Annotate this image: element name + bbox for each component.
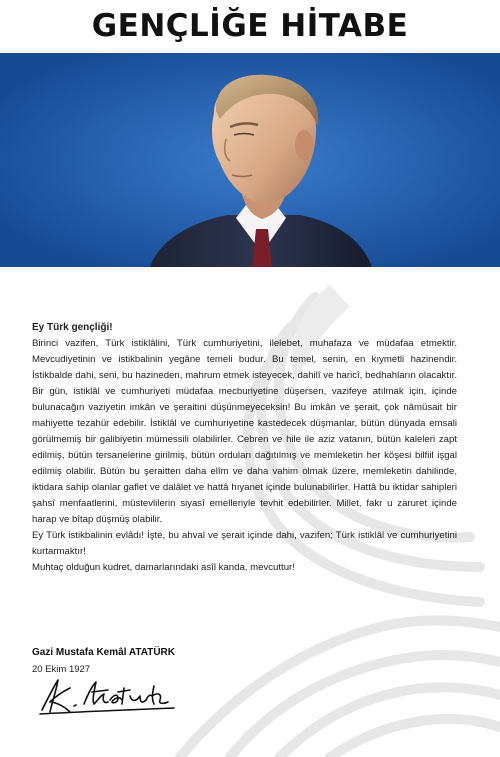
speech-date: 20 Ekim 1927 <box>32 664 91 675</box>
page-title: GENÇLİĞE HİTABE <box>91 8 409 44</box>
speech-paragraph-1: Birinci vazifen, Türk istiklâlini, Türk cumhuriyetini, ilelebet, muhafaza ve müdafaa etmektir. Mevcudiyetinin ve istikbalinin yegâne temeli budur. Bu temel, senin, en kıymetli hazinendir. İstikbalde dahi, seni, bu hazineden, mahrum etmek isteyecek, dahilî ve haricî, bedhahların olacaktır. Bir gün, istiklâl ve cumhuriyeti müdafaa mecburiyetine düşersen, vazifeye atılmak için, içinde bulunacağın vaziyetin imkân ve şeraitini düşünmeyeceksin! Bu imkân ve şerait, çok nâmüsait bir mahiyette tezahür edebilir. İstiklâl ve cumhuriyetine kastedecek düşmanlar, bütün dünyada emsali görülmemiş bir galibiyetin mümessili olabilirler. Cebren ve hile ile aziz vatanın, bütün kaleleri zapt edilmiş, bütün tersanelerine girilmiş, bütün orduları dağıtılmış ve memleketin her köşesi bilfiil işgal edilmiş olabilir. Bütün bu şeraitten daha elîm ve daha vahim olmak üzere, memleketin dahilinde, iktidara sahip olanlar gaflet ve dalâlet ve hattâ hıyanet içinde bulunabilirler. Hattâ bu iktidar sahipleri şahsî menfaatlerini, müstevlilerin siyasî emelleriyle tevhit edebilirler. Millet, fakr u zaruret içinde harap ve bîtap düşmüş olabilir. <box>32 338 457 525</box>
speech-text <box>32 320 457 576</box>
speech-section <box>0 267 500 757</box>
speech-paragraph-2: Ey Türk istikbalinin evlâdı! İşte, bu ahval ve şerait içinde dahi, vazifen; Türk istiklâl ve cumhuriyetini kurtarmaktır! <box>32 530 457 557</box>
portrait-image <box>0 53 500 267</box>
salutation: Ey Türk gençliği! <box>32 322 113 333</box>
author-name: Gazi Mustafa Kemâl ATATÜRK <box>32 647 175 658</box>
portrait-banner <box>0 53 500 267</box>
speech-paragraph-3: Muhtaç olduğun kudret, damarlarındaki asîl kanda, mevcuttur! <box>32 562 295 573</box>
signature-image <box>34 672 184 717</box>
